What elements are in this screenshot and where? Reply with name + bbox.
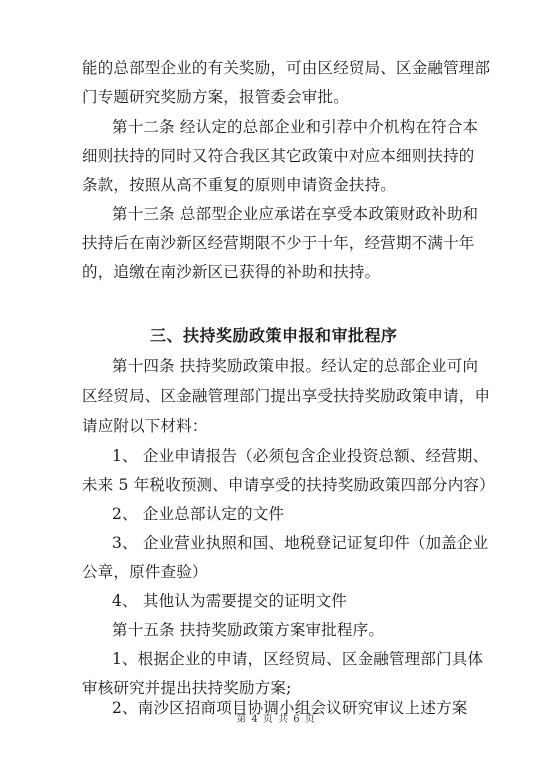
- article-13-line: 第十三条 总部型企业应承诺在享受本政策财政补助和: [112, 205, 479, 223]
- material-item-1: 未来 5 年税收预测、申请享受的扶持奖励政策四部分内容）: [82, 476, 495, 494]
- article-12-line: 条款，按照从高不重复的原则申请资金扶持。: [82, 176, 397, 194]
- material-item-3: 3、 企业营业执照和国、地税登记证复印件（加盖企业: [112, 534, 489, 552]
- section-heading: 三、扶持奖励政策申报和审批程序: [150, 326, 398, 345]
- article-15-line: 第十五条 扶持奖励政策方案审批程序。: [112, 621, 385, 639]
- article-12-line: 第十二条 经认定的总部企业和引荐中介机构在符合本: [112, 118, 479, 136]
- material-item-2: 2、 企业总部认定的文件: [112, 505, 285, 523]
- text-line: 能的总部型企业的有关奖励，可由区经贸局、区金融管理部: [82, 59, 491, 77]
- article-13-line: 扶持后在南沙新区经营期限不少于十年，经营期不满十年: [82, 234, 475, 252]
- procedure-item-1: 审核研究并提出扶持奖励方案;: [82, 679, 292, 697]
- article-14-line: 第十四条 扶持奖励政策申报。经认定的总部企业可向: [112, 357, 479, 375]
- material-item-3: 公章，原件查验）: [82, 563, 208, 581]
- article-14-line: 区经贸局、区金融管理部门提出享受扶持奖励政策申请，申: [82, 387, 491, 405]
- text-line: 门专题研究奖励方案，报管委会审批。: [82, 88, 349, 106]
- article-13-line: 的，追缴在南沙新区已获得的补助和扶持。: [82, 263, 381, 281]
- material-item-1: 1、 企业申请报告（必须包含企业投资总额、经营期、: [112, 447, 489, 465]
- article-12-line: 细则扶持的同时又符合我区其它政策中对应本细则扶持的: [82, 147, 475, 165]
- page-footer: 第 4 页 共 6 页: [236, 714, 316, 725]
- material-item-4: 4、 其他认为需要提交的证明文件: [112, 592, 347, 610]
- procedure-item-2: 2、南沙区招商项目协调小组会议研究审议上述方案: [112, 699, 468, 717]
- article-14-line: 请应附以下材料：: [82, 417, 208, 435]
- procedure-item-1: 1、根据企业的申请，区经贸局、区金融管理部门具体: [112, 650, 484, 668]
